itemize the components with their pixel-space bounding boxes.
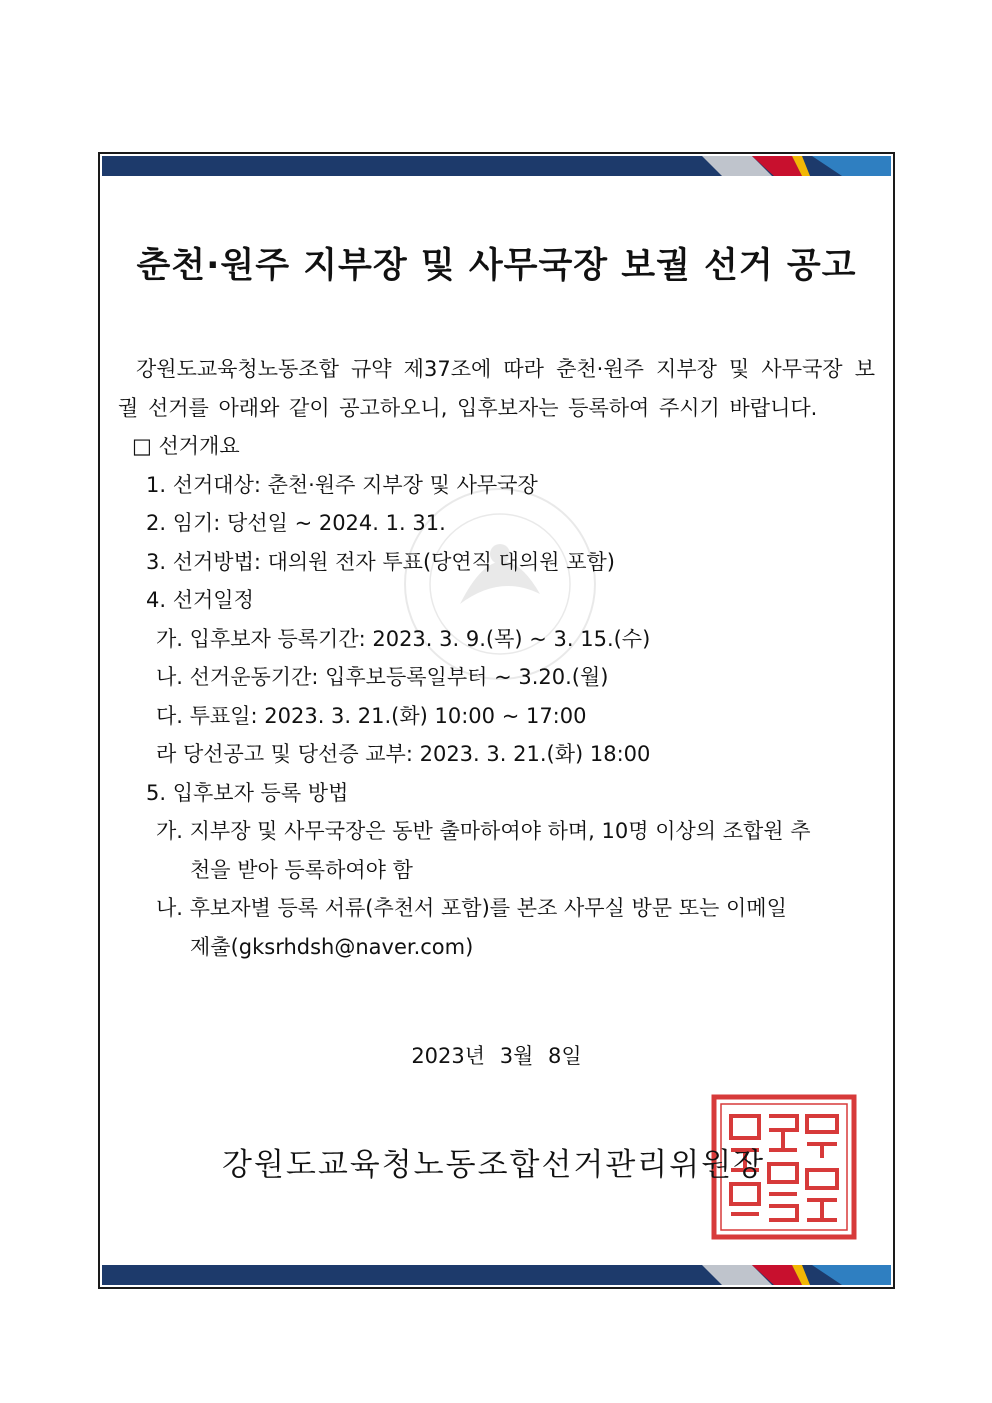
- registration-rule-2: 나. 후보자별 등록 서류(추천서 포함)를 본조 사무실 방문 또는 이메일: [156, 896, 787, 920]
- notice-frame: [98, 152, 895, 1289]
- top-decorative-band: [102, 156, 891, 176]
- intro-paragraph: 강원도교육청노동조합 규약 제37조에 따라 춘천·원주 지부장 및 사무국장 보궐 선거를 아래와 같이 공고하오니, 입후보자는 등록하여 주시기 바랍니다.: [118, 357, 875, 420]
- registration-rule-2-cont: 제출(gksrhdsh@naver.com): [190, 934, 474, 959]
- registration-rule-1-cont: 천을 받아 등록하여야 함: [190, 857, 413, 882]
- notice-body: [118, 350, 875, 966]
- item-registration-method: 5. 입후보자 등록 방법: [146, 780, 349, 805]
- item-term: 2. 임기: 당선일 ~ 2024. 1. 31.: [146, 511, 446, 535]
- schedule-campaign: 나. 선거운동기간: 입후보등록일부터 ~ 3.20.(월): [156, 665, 609, 689]
- notice-title: 춘천·원주 지부장 및 사무국장 보궐 선거 공고: [136, 246, 857, 286]
- bottom-decorative-band: [102, 1265, 891, 1285]
- schedule-registration: 가. 입후보자 등록기간: 2023. 3. 9.(목) ~ 3. 15.(수): [156, 626, 651, 651]
- section-heading: □ 선거개요: [132, 434, 240, 458]
- item-schedule: 4. 선거일정: [146, 588, 254, 612]
- registration-rule-1: 가. 지부장 및 사무국장은 동반 출마하여야 하며, 10명 이상의 조합원 추: [156, 819, 811, 843]
- schedule-announcement: 라 당선공고 및 당선증 교부: 2023. 3. 21.(화) 18:00: [156, 742, 651, 766]
- schedule-voting: 다. 투표일: 2023. 3. 21.(화) 10:00 ~ 17:00: [156, 703, 587, 728]
- item-method: 3. 선거방법: 대의원 전자 투표(당연직 대의원 포함): [146, 549, 615, 574]
- item-target: 1. 선거대상: 춘천·원주 지부장 및 사무국장: [146, 472, 538, 497]
- signer-name: 강원도교육청노동조합선거관리위원장: [222, 1147, 766, 1183]
- notice-date: 2023년 3월 8일: [411, 1044, 582, 1068]
